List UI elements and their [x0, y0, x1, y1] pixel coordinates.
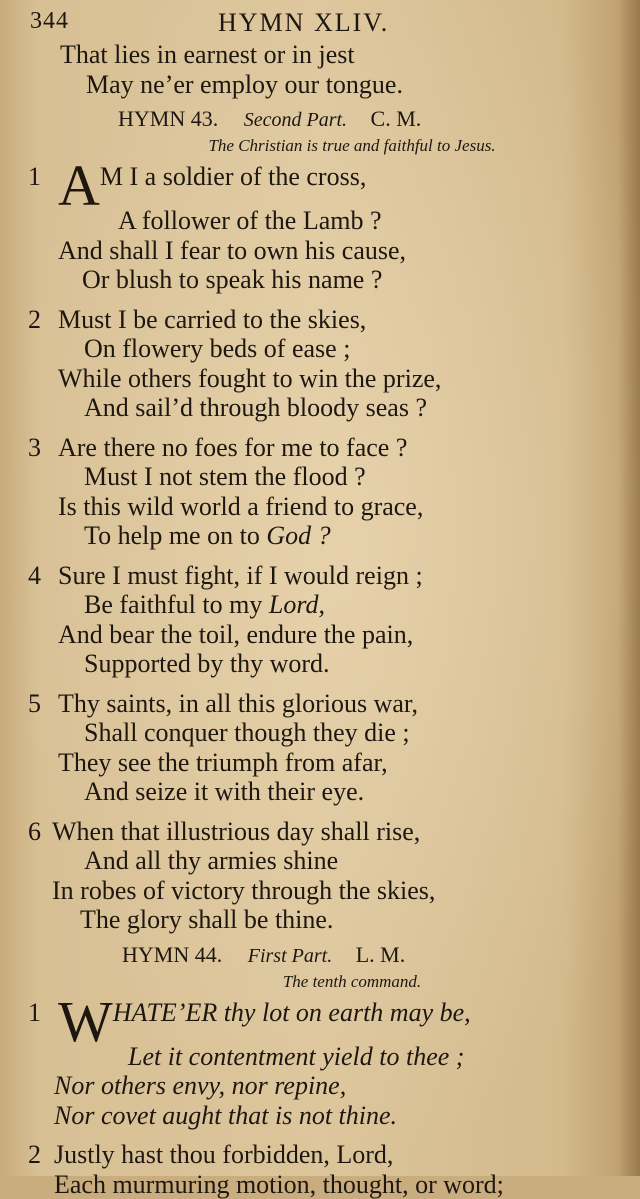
verse-line: Sure I must fight, if I would reign ; — [22, 561, 622, 591]
hymn-part: Second Part. — [244, 109, 347, 131]
verse-text: To help me on to — [84, 521, 266, 550]
stanza-43-4 — [22, 561, 622, 679]
hymn-number: HYMN 44. — [122, 942, 222, 967]
verse-line: And bear the toil, endure the pain, — [22, 620, 622, 650]
hymn-43-heading — [118, 105, 622, 134]
verse-line: Or blush to speak his name ? — [22, 265, 622, 295]
verse-line — [22, 590, 622, 620]
stanza-number: 4 — [28, 561, 41, 591]
verse-line: Thy saints, in all this glorious war, — [22, 689, 622, 719]
stanza-number: 2 — [28, 305, 41, 335]
verse-line: And seize it with their eye. — [22, 777, 622, 807]
verse-italic-word: Lord, — [269, 590, 325, 619]
verse-line: Shall conquer though they die ; — [22, 718, 622, 748]
verse-line: On flowery beds of ease ; — [22, 334, 622, 364]
verse-line: Each murmuring motion, thought, or word; — [22, 1170, 622, 1199]
verse-line: And shall I fear to own his cause, — [22, 236, 622, 266]
hymn-meter: L. M. — [356, 942, 406, 967]
verse-line: Is this wild world a friend to grace, — [22, 492, 622, 522]
verse-line: While others fought to win the prize, — [22, 364, 622, 394]
drop-cap: W — [58, 1002, 113, 1042]
hymn-part: First Part. — [248, 945, 332, 967]
verse-line: In robes of victory through the skies, — [22, 876, 622, 906]
verse-line: Must I be carried to the skies, — [22, 305, 622, 335]
verse-line: Justly hast thou forbidden, Lord, — [22, 1140, 622, 1170]
verse-line: Supported by thy word. — [22, 649, 622, 679]
verse-line: When that illustrious day shall rise, — [22, 817, 622, 847]
verse-line: Must I not stem the flood ? — [22, 462, 622, 492]
verse-line: And all thy armies shine — [22, 846, 622, 876]
hymn-meter: C. M. — [371, 106, 422, 131]
stanza-number: 1 — [28, 998, 41, 1028]
stanza-number: 3 — [28, 433, 41, 463]
verse-line: And sail’d through bloody seas ? — [22, 393, 622, 423]
carryover-line: May ne’er employ our tongue. — [22, 70, 622, 100]
stanza-43-1 — [22, 162, 622, 295]
running-title: HYMN XLIV. — [218, 8, 389, 38]
drop-cap: A — [58, 166, 100, 206]
page-number: 344 — [30, 8, 69, 35]
verse-text: Be faithful to my — [84, 590, 269, 619]
verse-line: A follower of the Lamb ? — [22, 206, 622, 236]
stanza-44-1 — [22, 998, 622, 1131]
stanza-number: 2 — [28, 1140, 41, 1170]
stanza-43-6 — [22, 817, 622, 935]
stanza-43-3 — [22, 433, 622, 551]
hymn-43-subtitle: The Christian is true and faithful to Jesus. — [82, 134, 622, 158]
hymn-44-subtitle: The tenth command. — [82, 970, 622, 994]
verse-line: They see the triumph from afar, — [22, 748, 622, 778]
verse-line: Let it contentment yield to thee ; — [22, 1042, 622, 1072]
stanza-43-2 — [22, 305, 622, 423]
carryover-line: That lies in earnest or in jest — [22, 40, 622, 70]
stanza-number: 1 — [28, 162, 41, 192]
verse-line: Are there no foes for me to face ? — [22, 433, 622, 463]
hymn-number: HYMN 43. — [118, 106, 218, 131]
stanza-number: 5 — [28, 689, 41, 719]
page-header — [22, 6, 622, 40]
stanza-44-2 — [22, 1140, 622, 1199]
verse-italic-word: God ? — [266, 521, 330, 550]
hymn-44-heading — [122, 941, 622, 970]
stanza-number: 6 — [28, 817, 41, 847]
verse-line: M I a soldier of the cross, — [100, 162, 366, 191]
verse-line: Nor others envy, nor repine, — [22, 1071, 622, 1101]
verse-line: Nor covet aught that is not thine. — [22, 1101, 622, 1131]
verse-line — [22, 521, 622, 551]
carryover-lines — [22, 40, 622, 99]
stanza-43-5 — [22, 689, 622, 807]
verse-line: HATE’ER thy lot on earth may be, — [113, 998, 471, 1027]
verse-line: The glory shall be thine. — [22, 905, 622, 935]
